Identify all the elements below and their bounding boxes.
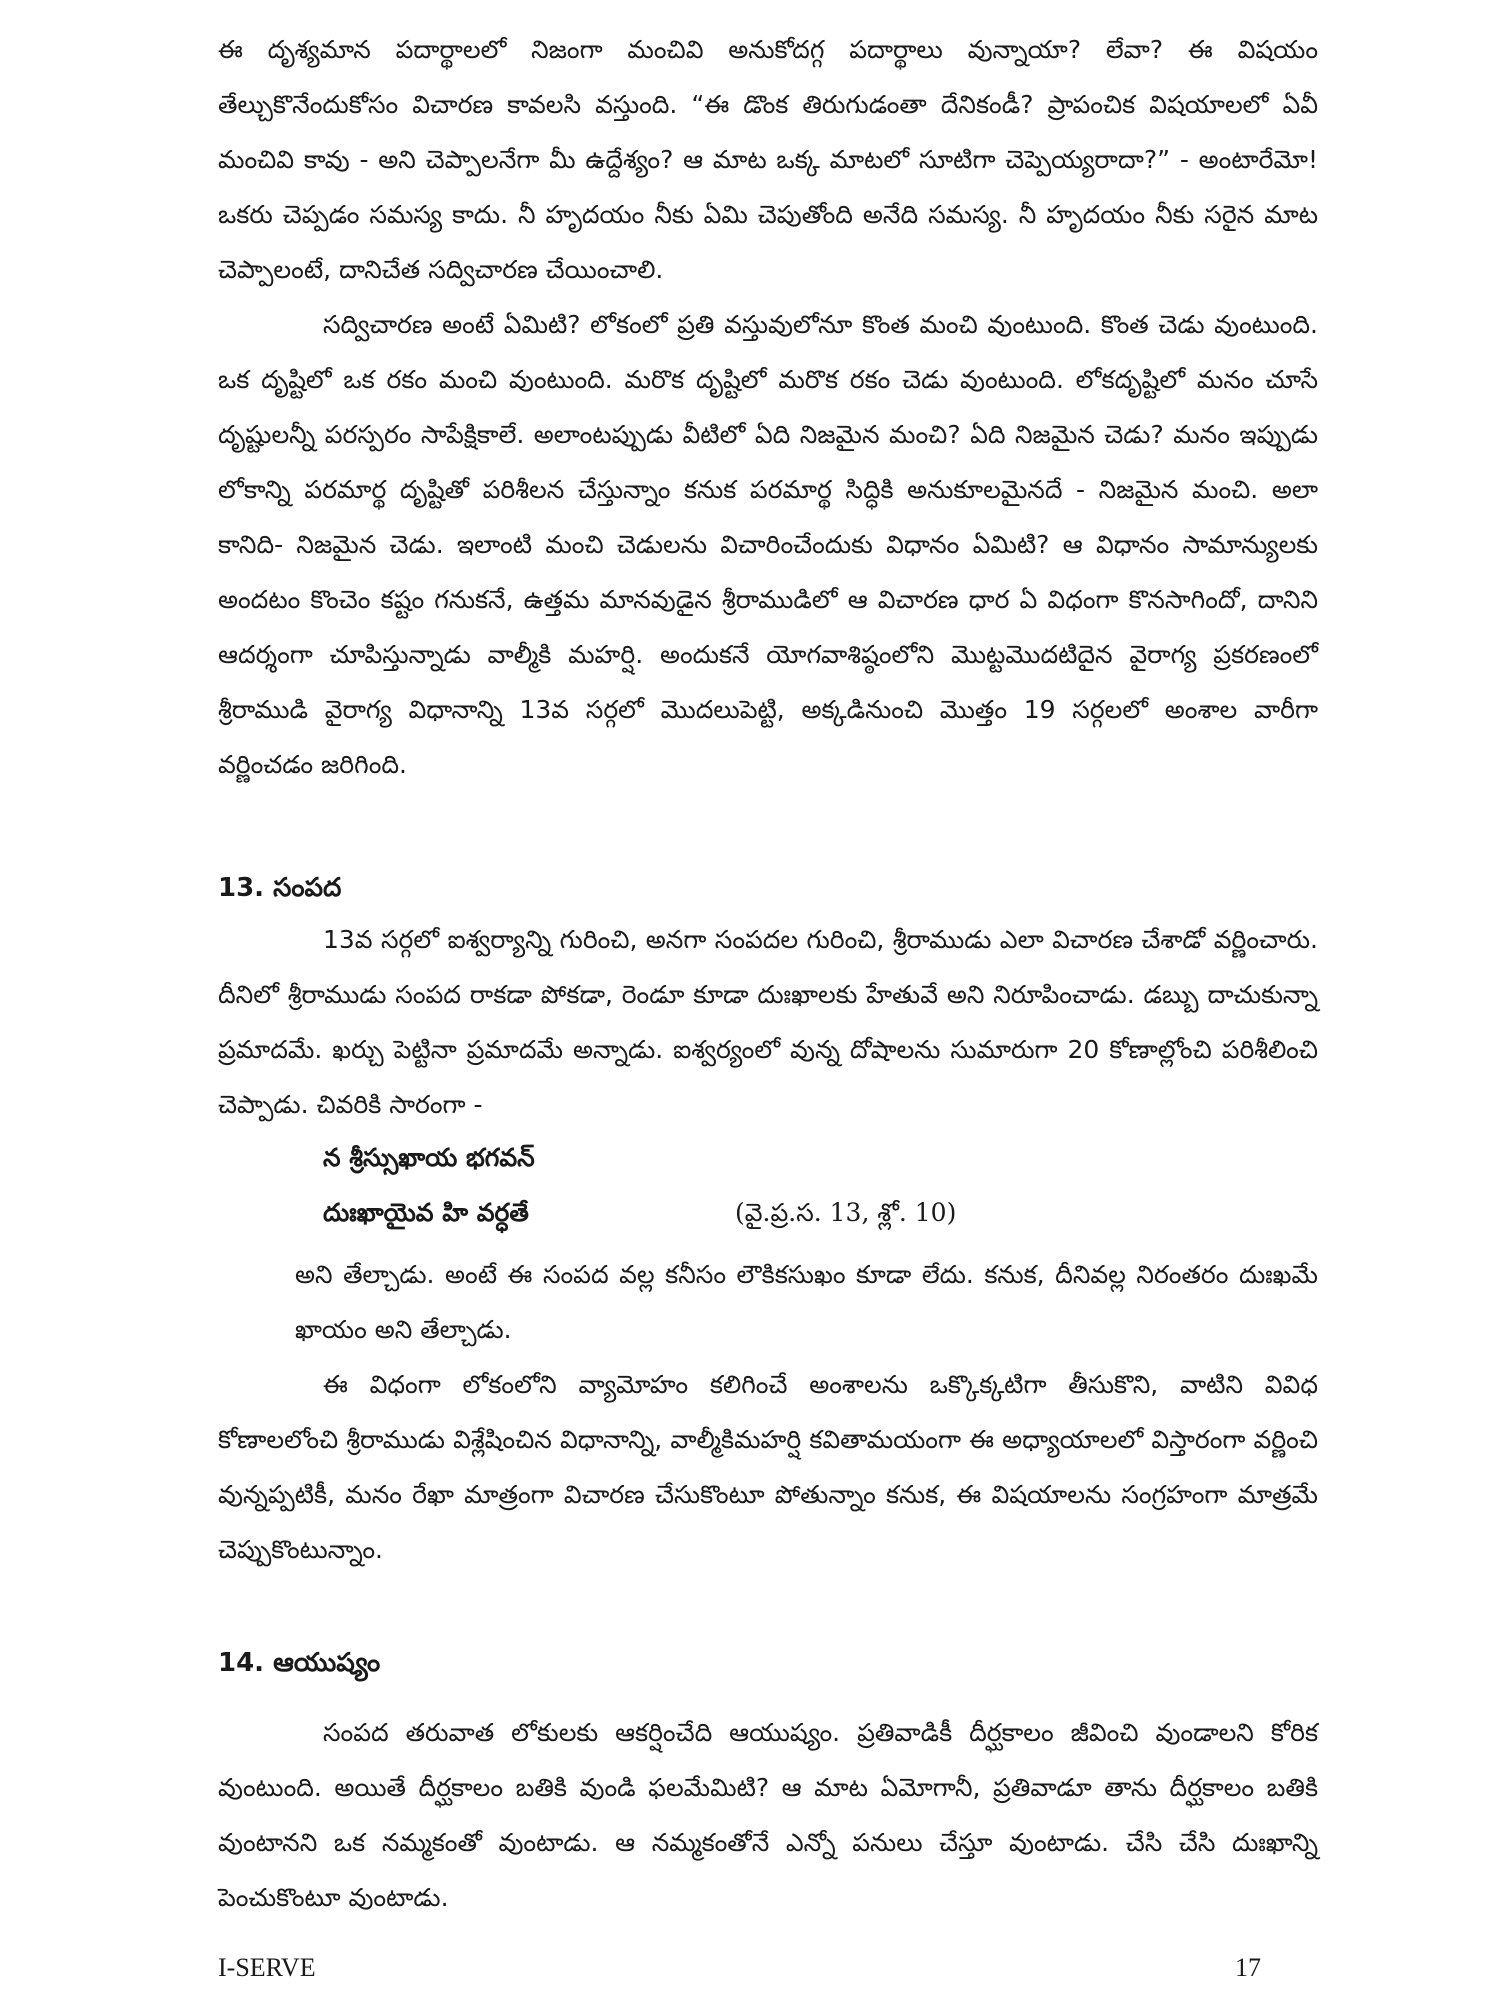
section-heading-14: 14. ఆయుష్యం	[218, 1648, 381, 1678]
paragraph-intro-inquiry: ఈ దృశ్యమాన పదార్థాలలో నిజంగా మంచివి అనుకోదగ్గ పదార్థాలు వున్నాయా? లేవా? ఈ విషయం తేల్చుకొనేందుకోసం విచారణ కావలసి వస్తుంది. “ఈ డొంక తిరుగుడంతా దేనికండీ? ప్రాపంచిక విషయాలలో ఏవీ మంచివి కావు - అని చెప్పాలనేగా మీ ఉద్దేశ్యం? ఆ మాట ఒక్క మాటలో సూటిగా చెప్పెయ్యరాదా?” - అంటారేమో! ఒకరు చెప్పడం సమస్య కాదు. నీ హృదయం నీకు ఏమి చెపుతోంది అనేది సమస్య. నీ హృదయం నీకు సరైన మాట చెప్పాలంటే, దానిచేత సద్విచారణ చేయించాలి.	[218, 35, 1318, 284]
paragraph-right-inquiry: సద్విచారణ అంటే ఏమిటి? లోకంలో ప్రతి వస్తువులోనూ కొంత మంచి వుంటుంది. కొంత చెడు వుంటుంది. ఒక దృష్టిలో ఒక రకం మంచి వుంటుంది. మరొక దృష్టిలో మరొక రకం చెడు వుంటుంది. లోకదృష్టిలో మనం చూసే దృష్టులన్నీ పరస్పరం సాపేక్షికాలే. అలాంటప్పుడు వీటిలో ఏది నిజమైన మంచి? ఏది నిజమైన చెడు? మనం ఇప్పుడు లోకాన్ని పరమార్థ దృష్టితో పరిశీలన చేస్తున్నాం కనుక పరమార్థ సిద్ధికి అనుకూలమైనదే - నిజమైన మంచి. అలా కానిది- నిజమైన చెడు. ఇలాంటి మంచి చెడులను విచారించేందుకు విధానం ఏమిటి? ఆ విధానం సామాన్యులకు అందటం కొంచెం కష్టం గనుకనే, ఉత్తమ మానవుడైన శ్రీరాముడిలో ఆ విచారణ ధార ఏ విధంగా కొనసాగిందో, దానిని ఆదర్శంగా చూపిస్తున్నాడు వాల్మీకి మహర్షి. అందుకనే యోగవాశిష్ఠంలోని మొట్టమొదటిదైన వైరాగ్య ప్రకరణంలో శ్రీరాముడి వైరాగ్య విధానాన్ని 13వ సర్గలో మొదలుపెట్టి, అక్కడినుంచి మొత్తం 19 సర్గలలో అంశాల వారీగా వర్ణించడం జరిగింది.	[218, 310, 1318, 779]
verse-reference: (వై.ప్ర.స. 13, శ్లో. 10)	[735, 1198, 957, 1227]
section-heading-13: 13. సంపద	[218, 873, 342, 903]
verse-line-2: దుఃఖాయైవ హి వర్ధతే	[323, 1198, 529, 1227]
paragraph-lifespan: సంపద తరువాత లోకులకు ఆకర్షించేది ఆయుష్యం. ప్రతివాడికీ దీర్ఘకాలం జీవించి వుండాలని కోరిక వుంటుంది. అయితే దీర్ఘకాలం బతికి వుండి ఫలమేమిటి? ఆ మాట ఏమోగానీ, ప్రతివాడూ తాను దీర్ఘకాలం బతికి వుంటానని ఒక నమ్మకంతో వుంటాడు. ఆ నమ్మకంతోనే ఎన్నో పనులు చేస్తూ వుంటాడు. చేసి చేసి దుఃఖాన్ని పెంచుకొంటూ వుంటాడు.	[218, 1718, 1318, 1912]
footer-publisher: I-SERVE	[218, 1953, 316, 1982]
paragraph-wealth: 13వ సర్గలో ఐశ్వర్యాన్ని గురించి, అనగా సంపదల గురించి, శ్రీరాముడు ఎలా విచారణ చేశాడో వర్ణించారు. దీనిలో శ్రీరాముడు సంపద రాకడా పోకడా, రెండూ కూడా దుఃఖాలకు హేతువే అని నిరూపించాడు. డబ్బు దాచుకున్నా ప్రమాదమే. ఖర్చు పెట్టినా ప్రమాదమే అన్నాడు. ఐశ్వర్యంలో వున్న దోషాలను సుమారుగా 20 కోణాల్లోంచి పరిశీలించి చెప్పాడు. చివరికి సారంగా -	[218, 925, 1318, 1119]
paragraph-conclusion-wealth: అని తేల్చాడు. అంటే ఈ సంపద వల్ల కనీసం లౌకికసుఖం కూడా లేదు. కనుక, దీనివల్ల నిరంతరం దుఃఖమే ఖాయం అని తేల్చాడు.	[295, 1260, 1318, 1344]
verse-line-1: న శ్రీస్సుఖాయ భగవన్	[323, 1143, 535, 1172]
page-number: 17	[1235, 1953, 1261, 1982]
paragraph-summary: ఈ విధంగా లోకంలోని వ్యామోహం కలిగించే అంశాలను ఒక్కొక్కటిగా తీసుకొని, వాటిని వివిధ కోణాలలోంచి శ్రీరాముడు విశ్లేషించిన విధానాన్ని, వాల్మీకిమహర్షి కవితామయంగా ఈ అధ్యాయాలలో విస్తారంగా వర్ణించి వున్నప్పటికీ, మనం రేఖా మాత్రంగా విచారణ చేసుకొంటూ పోతున్నాం కనుక, ఈ విషయాలను సంగ్రహంగా మాత్రమే చెప్పుకొంటున్నాం.	[218, 1370, 1318, 1564]
